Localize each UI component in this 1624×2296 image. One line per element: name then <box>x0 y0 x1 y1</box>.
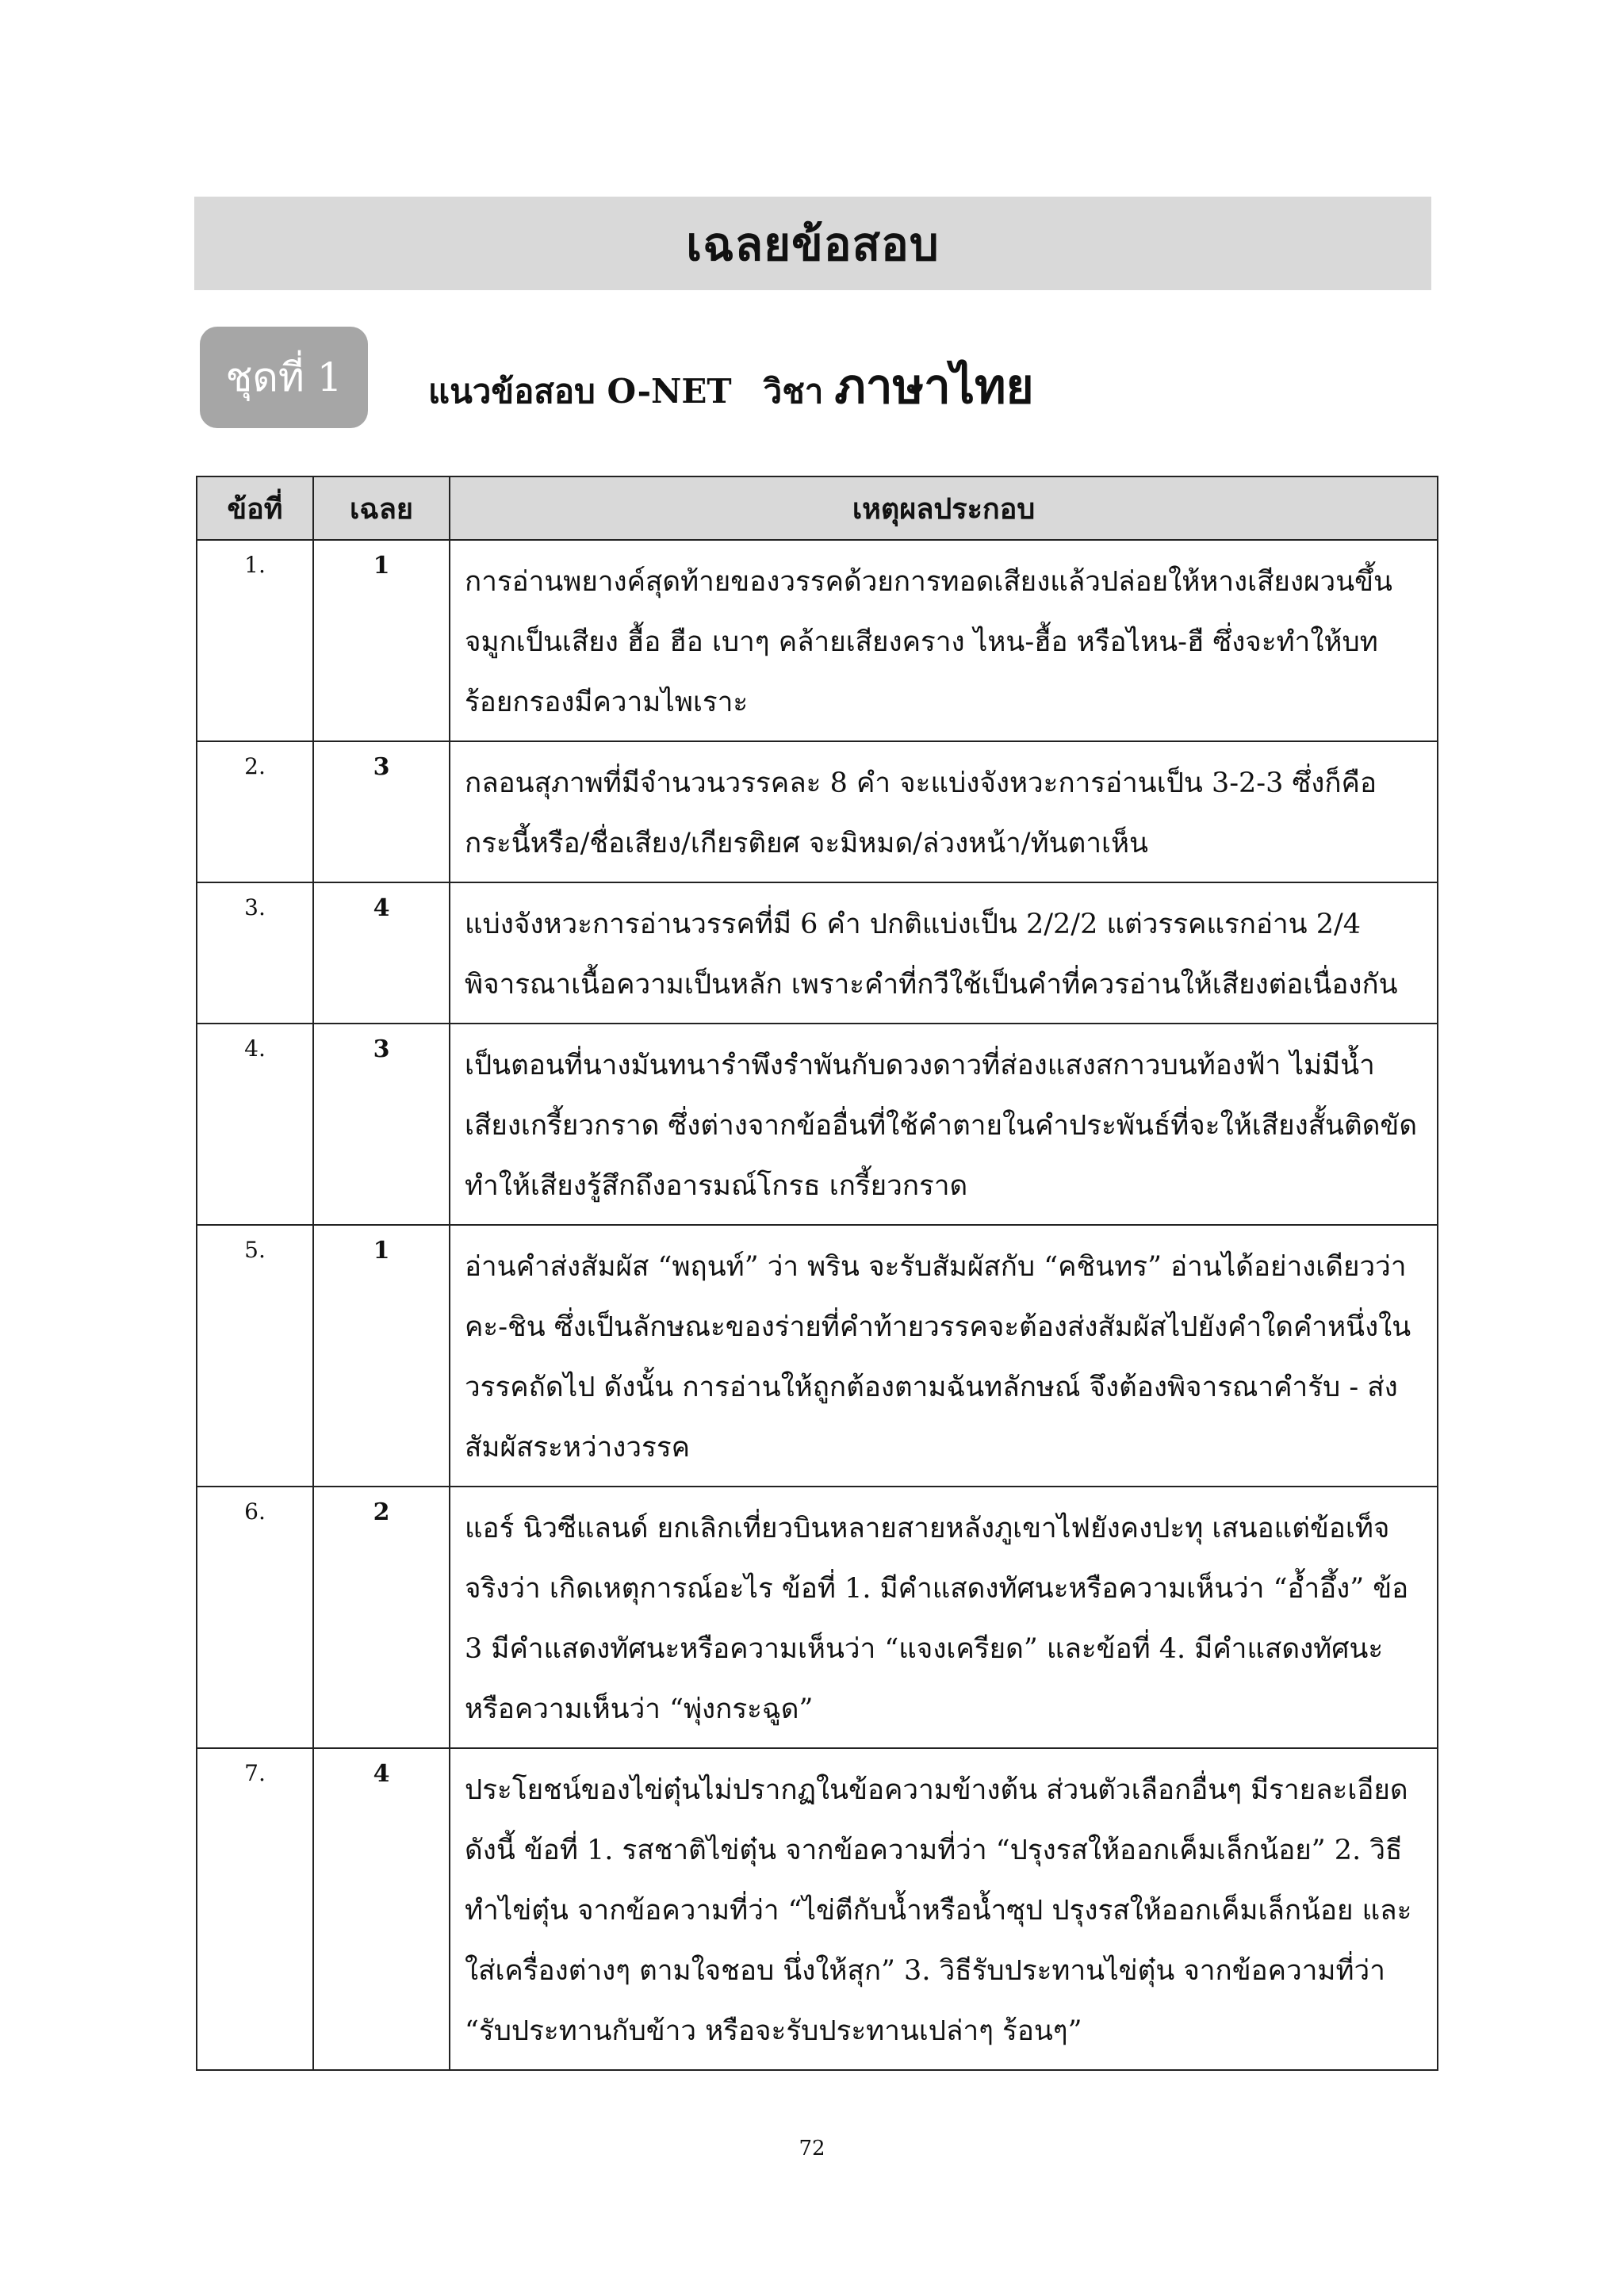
header-answer: เฉลย <box>313 476 450 540</box>
answer-value: 1 <box>313 540 450 741</box>
answer-value: 2 <box>313 1487 450 1748</box>
reason-text: แบ่งจังหวะการอ่านวรรคที่มี 6 คำ ปกติแบ่งเป็น 2/2/2 แต่วรรคแรกอ่าน 2/4 พิจารณาเนื้อความเป็นหลัก เพราะคำที่กวีใช้เป็นคำที่ควรอ่านให้เสียงต่อเนื่องกัน <box>450 882 1438 1024</box>
table-row <box>197 540 1438 741</box>
table-row <box>197 1748 1438 2070</box>
set-badge-label: ชุดที่ 1 <box>225 354 343 400</box>
page-number: 72 <box>799 2137 825 2160</box>
question-number: 5. <box>197 1225 313 1487</box>
answer-value: 4 <box>313 1748 450 2070</box>
header-question-number: ข้อที่ <box>197 476 313 540</box>
table-row <box>197 741 1438 882</box>
title-bar <box>194 197 1431 290</box>
table-header-row <box>197 476 1438 540</box>
answer-value: 1 <box>313 1225 450 1487</box>
subtitle-subject-word: วิชา <box>763 372 824 411</box>
question-number: 4. <box>197 1024 313 1225</box>
reason-text: เป็นตอนที่นางมันทนารำพึงรำพันกับดวงดาวที่ส่องแสงสกาวบนท้องฟ้า ไม่มีน้ำเสียงเกรี้ยวกราด ซึ่งต่างจากข้ออื่นที่ใช้คำตายในคำประพันธ์ที่จะให้เสียงสั้นติดขัด ทำให้เสียงรู้สึกถึงอารมณ์โกรธ เกรี้ยวกราด <box>450 1024 1438 1225</box>
answer-value: 4 <box>313 882 450 1024</box>
table-row <box>197 1024 1438 1225</box>
question-number: 6. <box>197 1487 313 1748</box>
reason-text: แอร์ นิวซีแลนด์ ยกเลิกเที่ยวบินหลายสายหลังภูเขาไฟยังคงปะทุ เสนอแต่ข้อเท็จจริงว่า เกิดเหตุการณ์อะไร ข้อที่ 1. มีคำแสดงทัศนะหรือความเห็นว่า “อ้ำอึ้ง” ข้อ 3 มีคำแสดงทัศนะหรือความเห็นว่า “แจงเครียด” และข้อที่ 4. มีคำแสดงทัศนะหรือความเห็นว่า “พุ่งกระฉูด” <box>450 1487 1438 1748</box>
exam-subtitle <box>428 349 1034 420</box>
answer-table <box>196 476 1438 2071</box>
page-title: เฉลยข้อสอบ <box>686 216 940 271</box>
question-number: 3. <box>197 882 313 1024</box>
question-number: 2. <box>197 741 313 882</box>
question-number: 7. <box>197 1748 313 2070</box>
table-row <box>197 1225 1438 1487</box>
answer-value: 3 <box>313 1024 450 1225</box>
table-row <box>197 1487 1438 1748</box>
subtitle-subject: ภาษาไทย <box>834 359 1034 415</box>
reason-text: การอ่านพยางค์สุดท้ายของวรรคด้วยการทอดเสียงแล้วปล่อยให้หางเสียงผวนขึ้นจมูกเป็นเสียง ฮื้อ ฮือ เบาๆ คล้ายเสียงคราง ไหน-ฮื้อ หรือไหน-ฮื ซึ่งจะทำให้บทร้อยกรองมีความไพเราะ <box>450 540 1438 741</box>
set-badge <box>200 327 368 428</box>
answer-value: 3 <box>313 741 450 882</box>
reason-text: ประโยชน์ของไข่ตุ๋นไม่ปรากฏในข้อความข้างต้น ส่วนตัวเลือกอื่นๆ มีรายละเอียดดังนี้ ข้อที่ 1. รสชาติไข่ตุ๋น จากข้อความที่ว่า “ปรุงรสให้ออกเค็มเล็กน้อย” 2. วิธีทำไข่ตุ๋น จากข้อความที่ว่า “ไข่ตีกับน้ำหรือน้ำซุป ปรุงรสให้ออกเค็มเล็กน้อย และใส่เครื่องต่างๆ ตามใจชอบ นึ่งให้สุก” 3. วิธีรับประทานไข่ตุ๋น จากข้อความที่ว่า “รับประทานกับข้าว หรือจะรับประทานเปล่าๆ ร้อนๆ” <box>450 1748 1438 2070</box>
reason-text: อ่านคำส่งสัมผัส “พฤนท์” ว่า พริน จะรับสัมผัสกับ “คชินทร” อ่านได้อย่างเดียวว่า คะ-ชิน ซึ่งเป็นลักษณะของร่ายที่คำท้ายวรรคจะต้องส่งสัมผัสไปยังคำใดคำหนึ่งในวรรคถัดไป ดังนั้น การอ่านให้ถูกต้องตามฉันทลักษณ์ จึงต้องพิจารณาคำรับ - ส่งสัมผัสระหว่างวรรค <box>450 1225 1438 1487</box>
question-number: 1. <box>197 540 313 741</box>
subtitle-prefix: แนวข้อสอบ O-NET <box>428 372 732 411</box>
reason-text: กลอนสุภาพที่มีจำนวนวรรคละ 8 คำ จะแบ่งจังหวะการอ่านเป็น 3-2-3 ซึ่งก็คือ กระนี้หรือ/ชื่อเสียง/เกียรติยศ จะมิหมด/ล่วงหน้า/ทันตาเห็น <box>450 741 1438 882</box>
header-reason: เหตุผลประกอบ <box>450 476 1438 540</box>
table-row <box>197 882 1438 1024</box>
